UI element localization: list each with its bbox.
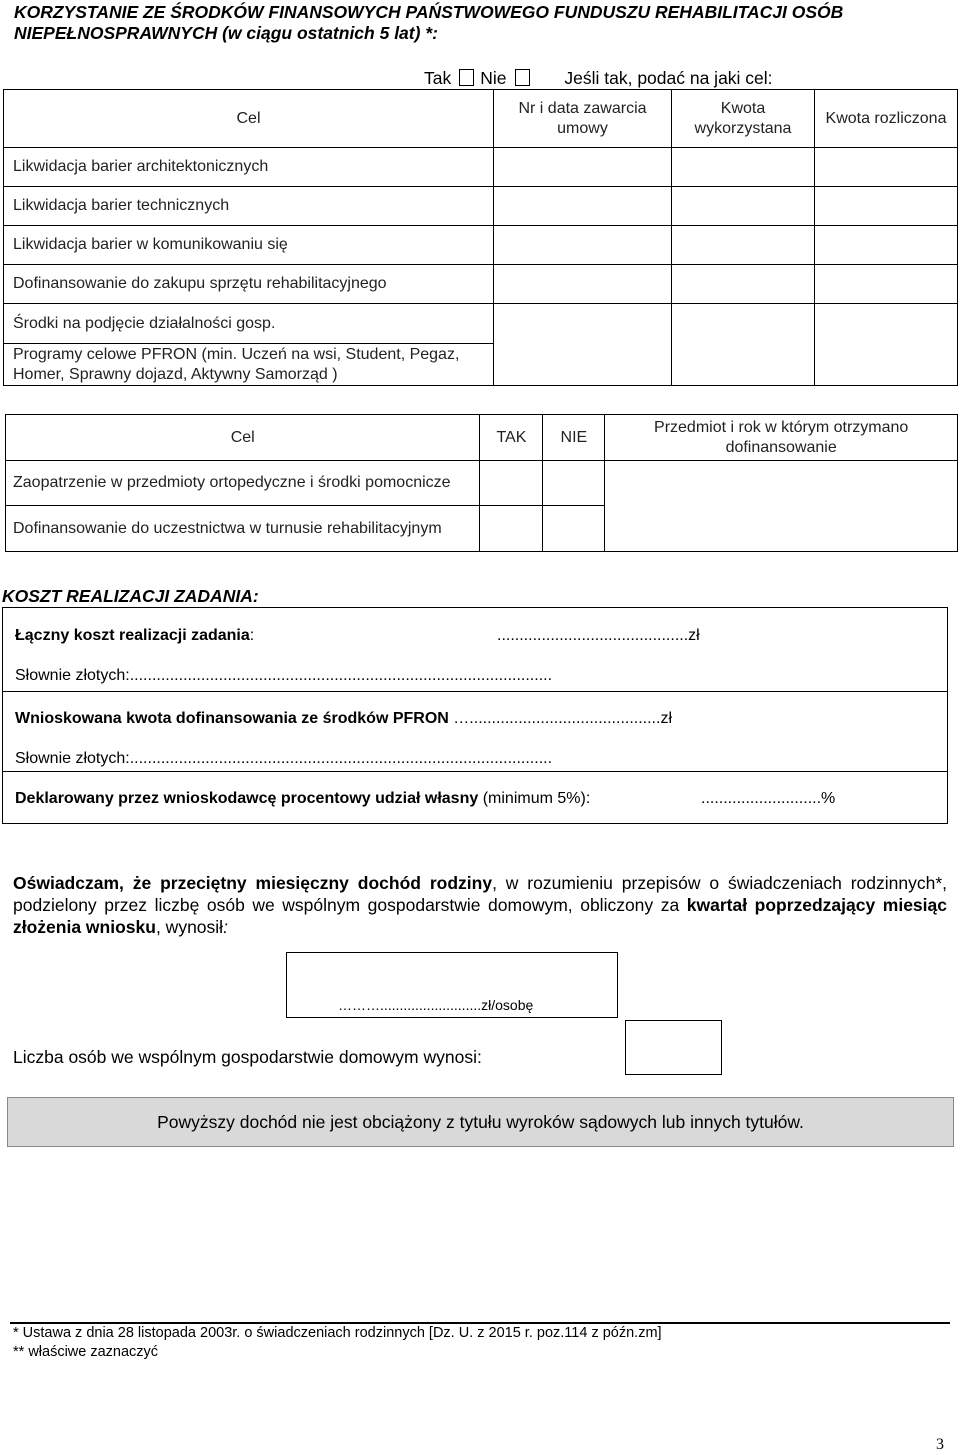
tak-cell[interactable] xyxy=(480,461,543,506)
nie-label: Nie xyxy=(480,68,507,88)
wnioskowana-row xyxy=(15,710,672,728)
tak-checkbox[interactable] xyxy=(459,69,474,86)
przedmiot-cell[interactable] xyxy=(605,461,958,506)
kwota-wyk-cell[interactable] xyxy=(672,187,815,226)
udzial-min: (minimum 5%): xyxy=(482,790,591,807)
section-title: KORZYSTANIE ZE ŚRODKÓW FINANSOWYCH PAŃSTWOWEGO FUNDUSZU REHABILITACJI OSÓB NIEPEŁNOSPRAWNYCH (w ciągu ostatnich 5 lat) *: xyxy=(14,2,844,43)
declaration xyxy=(13,872,947,938)
kwota-wyk-cell[interactable] xyxy=(672,226,815,265)
divider xyxy=(3,691,947,692)
total-cost-value[interactable]: ...........................................zł xyxy=(497,627,700,644)
slownie-1[interactable]: Słownie złotych:............................................................................................... xyxy=(15,667,553,684)
persons-label: Liczba osób we wspólnym gospodarstwie domowym wynosi: xyxy=(13,1047,482,1067)
nie-cell[interactable] xyxy=(543,461,605,506)
nie-cell[interactable] xyxy=(543,506,605,552)
kwota-wyk-cell[interactable] xyxy=(672,344,815,386)
table-row-label: Dofinansowanie do zakupu sprzętu rehabilitacyjnego xyxy=(4,265,494,304)
przedmiot-cell[interactable] xyxy=(605,506,958,552)
kwota-roz-cell[interactable] xyxy=(815,148,958,187)
kwota-roz-cell[interactable] xyxy=(815,344,958,386)
total-cost-row xyxy=(15,627,254,645)
wnioskowana-value[interactable]: …...........................................zł xyxy=(453,710,672,727)
table-row-label: Likwidacja barier w komunikowaniu się xyxy=(4,226,494,265)
dofinansowanie-table xyxy=(5,414,958,552)
kwota-wyk-cell[interactable] xyxy=(672,304,815,344)
divider xyxy=(3,771,947,772)
kwota-wyk-cell[interactable] xyxy=(672,148,815,187)
decl-text-2: , wynosił xyxy=(155,917,224,937)
col-tak-header: TAK xyxy=(480,415,543,461)
col-nr-header: Nr i data zawarcia umowy xyxy=(494,90,672,148)
nr-cell[interactable] xyxy=(494,265,672,304)
total-cost-label: Łączny koszt realizacji zadania xyxy=(15,627,250,644)
decl-bold-1: Oświadczam, że przeciętny miesięczny dochód rodziny xyxy=(13,873,493,893)
table-row-label: Programy celowe PFRON (min. Uczeń na wsi, Student, Pegaz, Homer, Sprawny dojazd, Aktywny Samorząd ) xyxy=(4,344,494,386)
nr-cell[interactable] xyxy=(494,304,672,344)
tak-nie-line xyxy=(424,68,773,89)
table-row-label: Likwidacja barier technicznych xyxy=(4,187,494,226)
table-row-label: Środki na podjęcie działalności gosp. xyxy=(4,304,494,344)
income-note: Powyższy dochód nie jest obciążony z tytułu wyroków sądowych lub innych tytułów. xyxy=(7,1097,954,1147)
table-row-label: Dofinansowanie do uczestnictwa w turnusie rehabilitacyjnym xyxy=(6,506,480,552)
decl-text-1: , w rozumieniu przepisów o świadczeniach rodzinnych*, podzielony przez liczbę osób we wspólnym gospodarstwie domowym, obliczony za xyxy=(13,873,947,915)
footnote-divider xyxy=(10,1322,950,1324)
kwota-roz-cell[interactable] xyxy=(815,265,958,304)
col-kwota-wyk-header: Kwota wykorzystana xyxy=(672,90,815,148)
koszt-box xyxy=(2,607,948,824)
table-row-label: Zaopatrzenie w przedmioty ortopedyczne i środki pomocnicze xyxy=(6,461,480,506)
tak-label: Tak xyxy=(424,68,452,88)
persons-input-box[interactable] xyxy=(625,1020,722,1075)
tak-cell[interactable] xyxy=(480,506,543,552)
decl-colon: : xyxy=(223,917,228,937)
table-row-label: Likwidacja barier architektonicznych xyxy=(4,148,494,187)
nr-cell[interactable] xyxy=(494,226,672,265)
if-yes-label: Jeśli tak, podać na jaki cel: xyxy=(564,68,773,88)
income-value: ………..........................zł/osobę xyxy=(338,997,534,1013)
nr-cell[interactable] xyxy=(494,187,672,226)
col-kwota-roz-header: Kwota rozliczona xyxy=(815,90,958,148)
decl-bold-2: kwartał poprzedzający miesiąc złożenia wniosku xyxy=(13,895,947,937)
kwota-roz-cell[interactable] xyxy=(815,187,958,226)
col-przedmiot-header: Przedmiot i rok w którym otrzymano dofinansowanie xyxy=(605,415,958,461)
footnote-1: * Ustawa z dnia 28 listopada 2003r. o świadczeniach rodzinnych [Dz. U. z 2015 r. poz.114 z późn.zm] xyxy=(13,1325,662,1341)
udzial-value[interactable]: ...........................% xyxy=(701,790,836,807)
wnioskowana-label: Wnioskowana kwota dofinansowania ze środków PFRON xyxy=(15,710,449,727)
nr-cell[interactable] xyxy=(494,344,672,386)
page-number: 3 xyxy=(936,1436,944,1453)
total-cost-colon: : xyxy=(249,627,255,644)
kwota-wyk-cell[interactable] xyxy=(672,265,815,304)
nr-cell[interactable] xyxy=(494,148,672,187)
udzial-label: Deklarowany przez wnioskodawcę procentowy udział własny xyxy=(15,790,479,807)
col-cel-header: Cel xyxy=(4,90,494,148)
col-nie-header: NIE xyxy=(543,415,605,461)
kwota-roz-cell[interactable] xyxy=(815,226,958,265)
nie-checkbox[interactable] xyxy=(515,69,530,86)
koszt-title: KOSZT REALIZACJI ZADANIA: xyxy=(2,586,259,606)
slownie-2[interactable]: Słownie złotych:............................................................................................... xyxy=(15,750,553,767)
kwota-roz-cell[interactable] xyxy=(815,304,958,344)
pfron-usage-table xyxy=(3,89,958,386)
footnote-2: ** właściwe zaznaczyć xyxy=(13,1344,159,1360)
col-cel-header: Cel xyxy=(6,415,480,461)
udzial-row xyxy=(15,790,590,808)
